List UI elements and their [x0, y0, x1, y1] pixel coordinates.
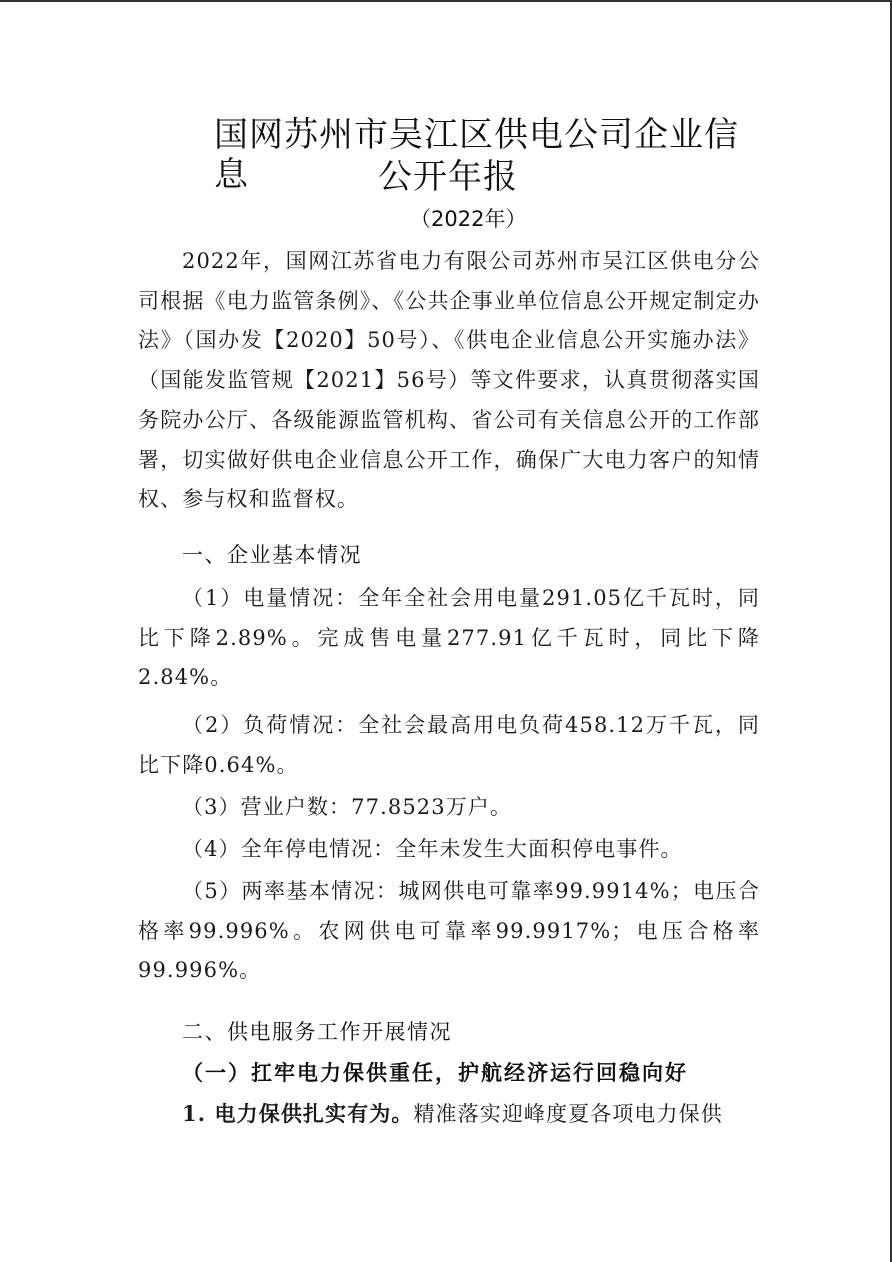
- section1-item-reliability: （5）两率基本情况：城网供电可靠率99.9914%；电压合格率99.996%。农网供电可靠率99.9917%；电压合格率99.996%。: [138, 879, 760, 983]
- section2-point1: [138, 1094, 760, 1135]
- section2-point1-title: 1. 电力保供扎实有为。: [182, 1101, 414, 1126]
- section1-heading: 一、企业基本情况: [182, 543, 362, 567]
- document-year: （2022年）: [410, 207, 527, 231]
- document-title-line1: 国网苏州市吴江区供电公司企业信息: [214, 115, 739, 195]
- section1-item-customers: （3）营业户数：77.8523万户。: [182, 795, 513, 819]
- document-title-line2: 公开年报: [378, 157, 518, 197]
- intro-paragraph: 2022年，国网江苏省电力有限公司苏州市吴江区供电分公司根据《电力监管条例》、《公共企事业单位信息公开规定制定办法》（国办发【2020】50号）、《供电企业信息公开实施办法》（国能发监管规【2021】56号）等文件要求，认真贯彻落实国务院办公厅、各级能源监管机构、省公司有关信息公开的工作部署，切实做好供电企业信息公开工作，确保广大电力客户的知情权、参与权和监督权。: [138, 249, 760, 512]
- section1-item-electricity: （1）电量情况：全年全社会用电量291.05亿千瓦时，同比下降2.89%。完成售电量277.91亿千瓦时，同比下降2.84%。: [138, 586, 760, 690]
- section2-subheading: （一）扛牢电力保供重任，护航经济运行回稳向好: [182, 1060, 688, 1085]
- section1-item-load: （2）负荷情况：全社会最高用电负荷458.12万千瓦，同比下降0.64%。: [138, 713, 760, 777]
- section1-item-outage: （4）全年停电情况：全年未发生大面积停电事件。: [182, 837, 683, 861]
- section2-heading: 二、供电服务工作开展情况: [182, 1020, 452, 1044]
- section2-point1-text: 精准落实迎峰度夏各项电力保供: [413, 1102, 723, 1126]
